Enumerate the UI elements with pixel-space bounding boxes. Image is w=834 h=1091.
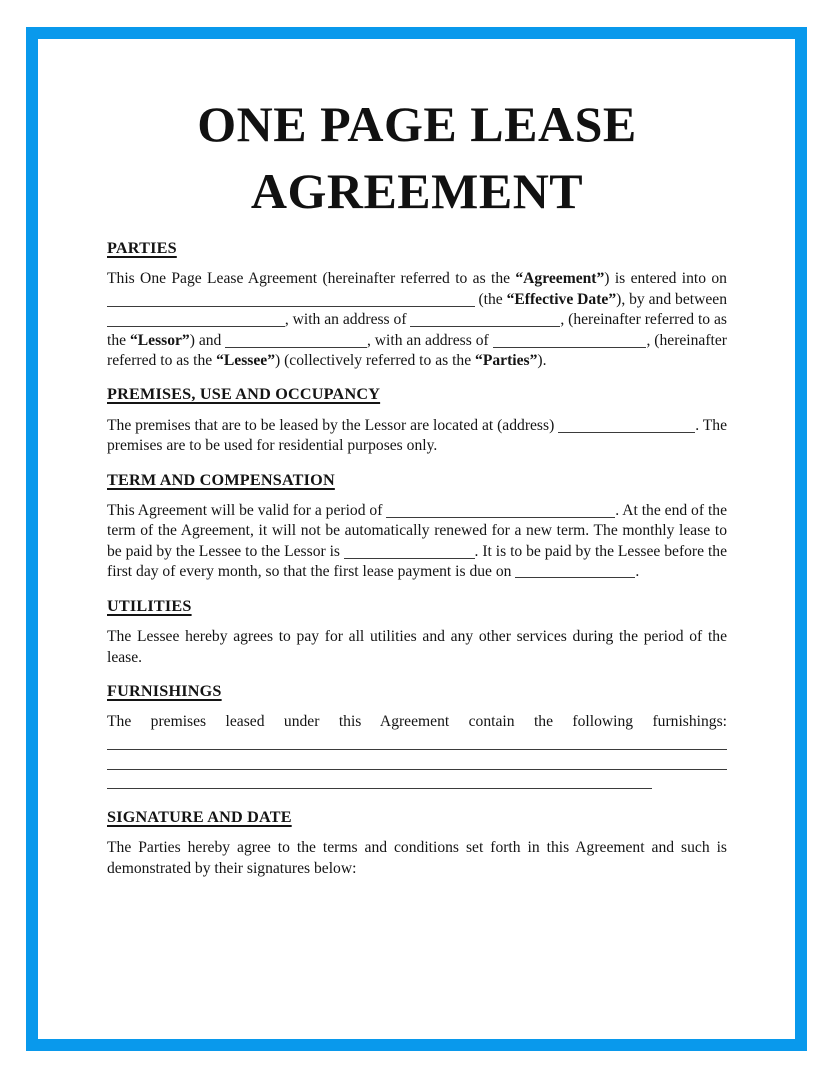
section-signature-and-date	[107, 807, 727, 879]
blank-fill-in-line	[558, 432, 695, 433]
blank-fill-in-line	[107, 306, 475, 307]
bold-defined-term: “Lessor”	[129, 331, 190, 349]
text-segment: premises are to be used for residential purposes only.	[107, 437, 438, 455]
text-segment: . At the end of the	[615, 502, 727, 520]
text-segment: ).	[537, 352, 547, 370]
document-line	[107, 436, 727, 456]
blank-fill-in-line	[107, 775, 652, 789]
document-title-line-2: AGREEMENT	[250, 163, 584, 219]
section-heading-term: TERM AND COMPENSATION	[107, 470, 335, 489]
document-line	[107, 859, 727, 879]
text-segment: first day of every month, so that the first lease payment is due on	[107, 563, 516, 581]
section-heading-utilities: UTILITIES	[107, 596, 192, 615]
text-segment: . It is to be paid by the Lessee before the	[474, 542, 727, 560]
paragraph-premises	[107, 416, 727, 457]
page-border-frame	[26, 27, 807, 1051]
blank-fill-in-line	[107, 749, 727, 750]
text-segment: The Parties hereby agree to the terms and conditions set forth in this Agreement and such is	[107, 839, 727, 857]
document-line	[107, 416, 727, 436]
section-parties	[107, 238, 727, 371]
text-segment: This Agreement will be valid for a period of	[107, 502, 387, 520]
section-heading-premises: PREMISES, USE AND OCCUPANCY	[107, 385, 381, 404]
document-line	[107, 753, 727, 773]
text-segment: The premises that are to be leased by the Lessor are located at (address)	[107, 416, 559, 434]
document-line	[107, 562, 727, 582]
text-segment: ) and	[189, 331, 226, 349]
bold-defined-term: “Lessee”	[216, 352, 276, 370]
blank-fill-in-line	[107, 769, 727, 770]
document-line	[107, 627, 727, 647]
text-segment: . The	[695, 416, 727, 434]
text-segment: , with an address of	[367, 331, 493, 349]
document-line	[107, 733, 727, 753]
section-term	[107, 470, 727, 583]
text-segment: This One Page Lease Agreement (hereinafter referred to as the	[107, 270, 516, 288]
text-segment: , (hereinafter referred to as	[560, 311, 727, 329]
paragraph-parties	[107, 269, 727, 371]
blank-fill-in-line	[344, 558, 475, 559]
section-heading-furnishings: FURNISHINGS	[107, 681, 222, 700]
document-line	[107, 648, 727, 668]
section-heading-signature-and-date: SIGNATURE AND DATE	[107, 807, 292, 826]
section-heading-parties: PARTIES	[107, 239, 177, 257]
blank-fill-in-line	[515, 564, 635, 578]
paragraph-term	[107, 501, 727, 583]
document-line	[107, 542, 727, 562]
document-line	[107, 521, 727, 541]
document-line	[107, 290, 727, 310]
document-line	[107, 351, 727, 371]
bold-defined-term: “Parties”	[475, 352, 538, 370]
document-line	[107, 712, 727, 732]
document-line	[107, 269, 727, 289]
blank-fill-in-line	[410, 326, 560, 327]
bold-defined-term: “Agreement”	[515, 270, 605, 288]
section-utilities	[107, 596, 727, 668]
blank-fill-in-line	[225, 347, 367, 348]
blank-fill-in-line	[386, 517, 615, 518]
text-segment: ) is entered into on	[604, 270, 727, 288]
text-segment: ), by and between	[616, 290, 727, 308]
document-line	[107, 310, 727, 330]
text-segment: lease.	[107, 648, 143, 666]
section-premises	[107, 384, 727, 456]
document-line	[107, 331, 727, 351]
text-segment: , with an address of	[284, 311, 411, 329]
text-segment: .	[635, 563, 640, 581]
text-segment: (the	[474, 290, 507, 308]
document-line	[107, 838, 727, 858]
paragraph-utilities	[107, 627, 727, 668]
text-segment: term of the Agreement, it will not be automatically renewed for a new term. The monthly lease to	[107, 522, 727, 540]
document-title-line-1: ONE PAGE LEASE	[197, 96, 637, 152]
page-content	[38, 91, 795, 1091]
blank-fill-in-line	[493, 347, 647, 348]
text-segment: referred to as the	[107, 352, 217, 370]
blank-fill-in-line	[107, 326, 285, 327]
text-segment: The Lessee hereby agrees to pay for all utilities and any other services during the period of the	[107, 628, 727, 646]
bold-defined-term: “Effective Date”	[506, 290, 617, 308]
text-segment: , (hereinafter	[646, 331, 727, 349]
document-title	[107, 91, 727, 225]
text-segment: ) (collectively referred to as the	[275, 352, 476, 370]
text-segment: demonstrated by their signatures below:	[107, 859, 357, 877]
document-line	[107, 774, 727, 794]
text-segment: The premises leased under this Agreement contain the following furnishings:	[107, 713, 727, 731]
document-line	[107, 501, 727, 521]
paragraph-signature-and-date	[107, 838, 727, 879]
paragraph-furnishings	[107, 712, 727, 794]
section-furnishings	[107, 681, 727, 794]
text-segment: be paid by the Lessee to the Lessor is	[107, 542, 344, 560]
text-segment: the	[107, 331, 130, 349]
